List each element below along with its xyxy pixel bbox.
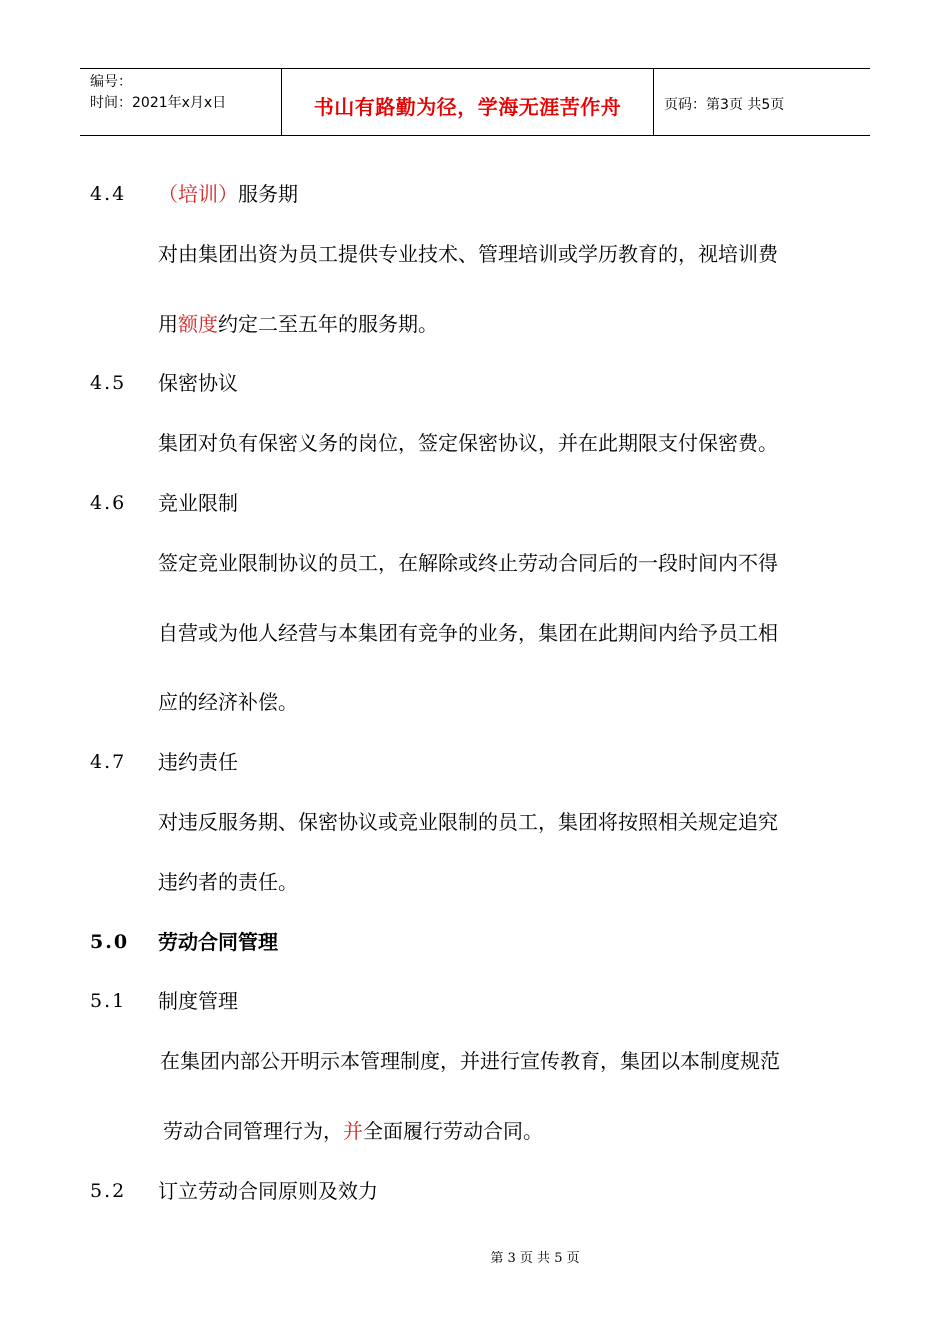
section-4-7-body-line-1: 对违反服务期、保密协议或竞业限制的员工，集团将按照相关规定追究: [158, 810, 778, 834]
section-5-1-body-line-2: [163, 1119, 543, 1143]
header-motto: 书山有路勤为径，学海无涯苦作舟: [282, 69, 654, 135]
header-info-cell: [80, 69, 282, 135]
section-number-4-6: 4.6: [90, 492, 127, 514]
section-4-6-body-line-2: 自营或为他人经营与本集团有竞争的业务，集团在此期间内给予员工相: [158, 621, 778, 645]
section-number-5-1: 5.1: [90, 990, 127, 1012]
section-title-4-5: 保密协议: [158, 371, 238, 395]
section-4-4-body-line-2-c: 约定二至五年的服务期。: [218, 312, 438, 336]
section-5-1-body-line-2-highlight: 并: [343, 1119, 363, 1143]
section-4-4-body-line-2-highlight: 额度: [178, 312, 218, 336]
header-page-info: 页码：第3页 共5页: [664, 97, 785, 113]
page-footer: 第 3 页 共 5 页: [490, 1251, 580, 1266]
section-title-5-0: 劳动合同管理: [158, 930, 278, 954]
section-5-1-body-line-1: 在集团内部公开明示本管理制度，并进行宣传教育，集团以本制度规范: [160, 1049, 780, 1073]
section-title-5-1: 制度管理: [158, 989, 238, 1013]
section-4-5-body-line-1: 集团对负有保密义务的岗位，签定保密协议，并在此期限支付保密费。: [158, 431, 778, 455]
section-number-4-4: 4.4: [90, 183, 127, 205]
section-4-4-body-line-2: [158, 312, 438, 336]
section-4-7-body-line-2: 违约者的责任。: [158, 870, 298, 894]
section-4-4-body-line-2-a: 用: [158, 312, 178, 336]
section-number-5-2: 5.2: [90, 1180, 127, 1202]
section-number-5-0: 5.0: [90, 931, 130, 953]
header-number-label: 编号：: [90, 74, 132, 90]
section-4-4-body-line-1: 对由集团出资为员工提供专业技术、管理培训或学历教育的，视培训费: [158, 242, 778, 266]
section-5-1-body-line-2-a: 劳动合同管理行为，: [163, 1119, 343, 1143]
section-number-4-7: 4.7: [90, 751, 127, 773]
section-5-1-body-line-2-c: 全面履行劳动合同。: [363, 1119, 543, 1143]
section-number-4-5: 4.5: [90, 372, 127, 394]
section-4-6-body-line-1: 签定竞业限制协议的员工，在解除或终止劳动合同后的一段时间内不得: [158, 551, 778, 575]
section-title-4-6: 竞业限制: [158, 491, 238, 515]
page-header: [80, 68, 870, 136]
header-date-label: 时间：2021年x月x日: [90, 95, 227, 111]
section-4-6-body-line-3: 应的经济补偿。: [158, 690, 298, 714]
section-title-5-2: 订立劳动合同原则及效力: [158, 1179, 378, 1203]
section-title-4-7: 违约责任: [158, 750, 238, 774]
section-title-4-4-text: 服务期: [238, 182, 298, 206]
section-title-4-4: [158, 182, 298, 206]
section-title-4-4-paren: （培训）: [158, 182, 238, 206]
